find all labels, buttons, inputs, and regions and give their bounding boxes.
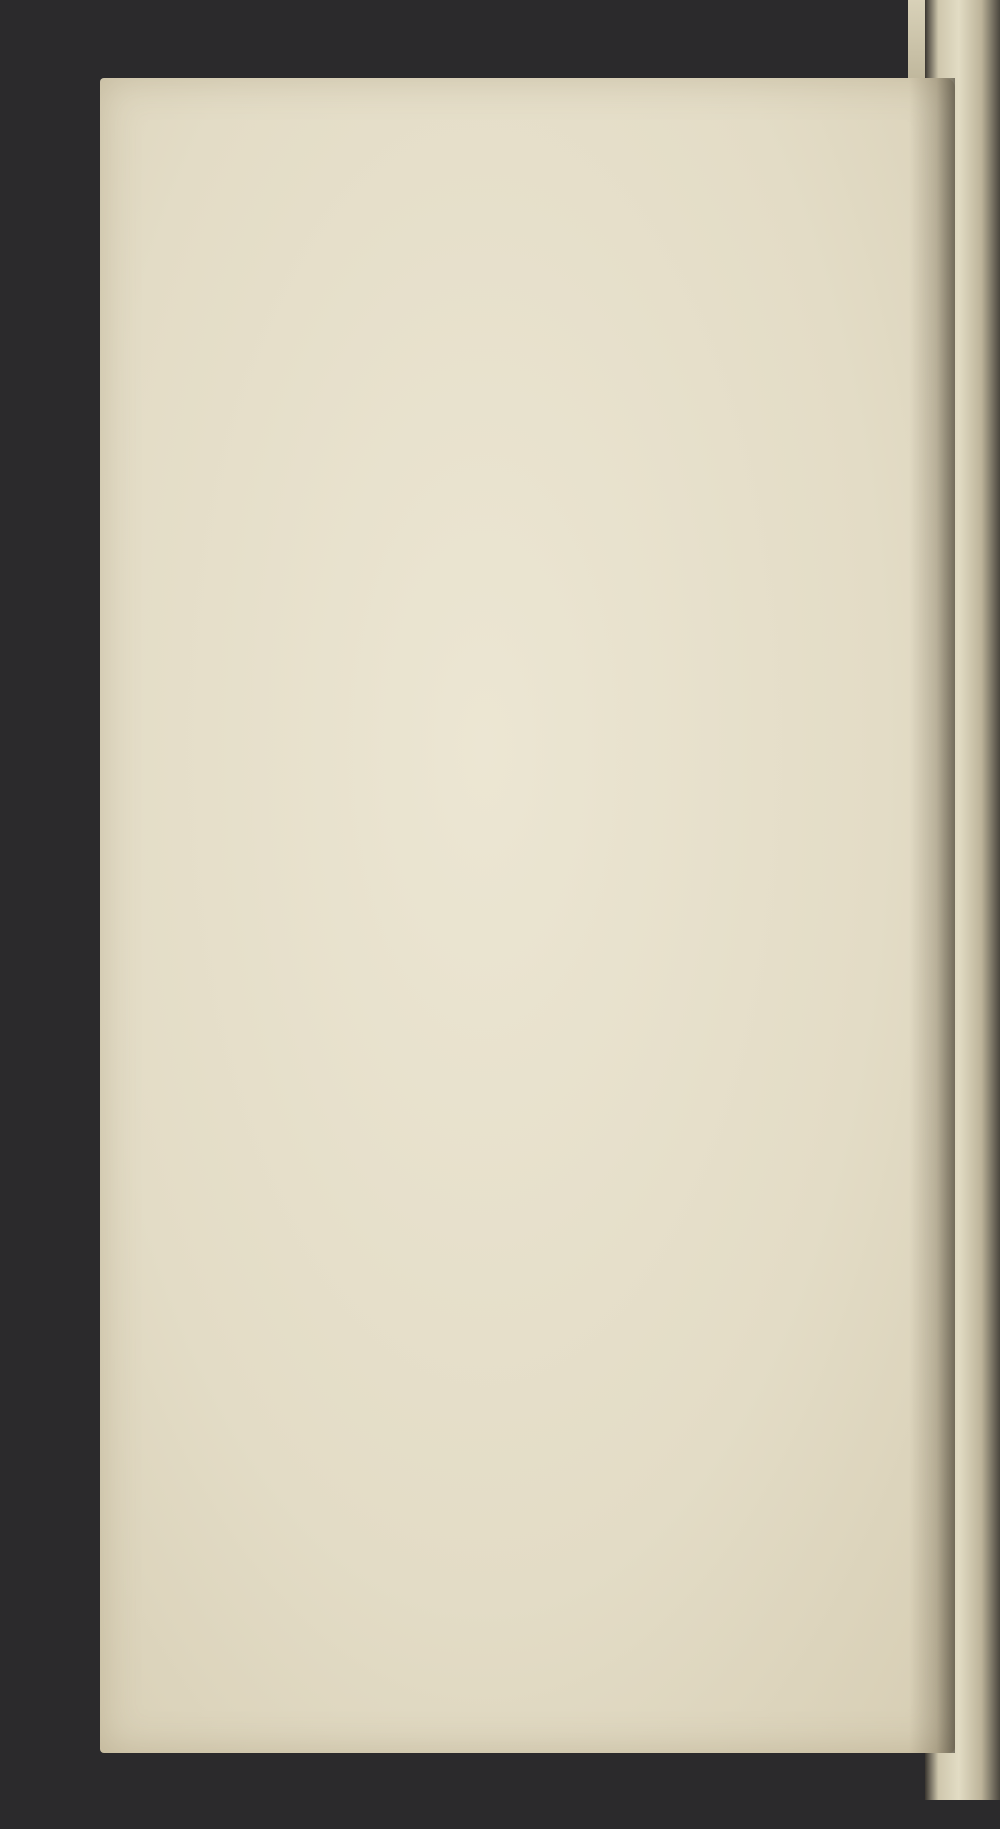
- book-page: [100, 78, 955, 1753]
- digitization-footer: [600, 1808, 998, 1828]
- page-gutter-shadow: [909, 78, 955, 1753]
